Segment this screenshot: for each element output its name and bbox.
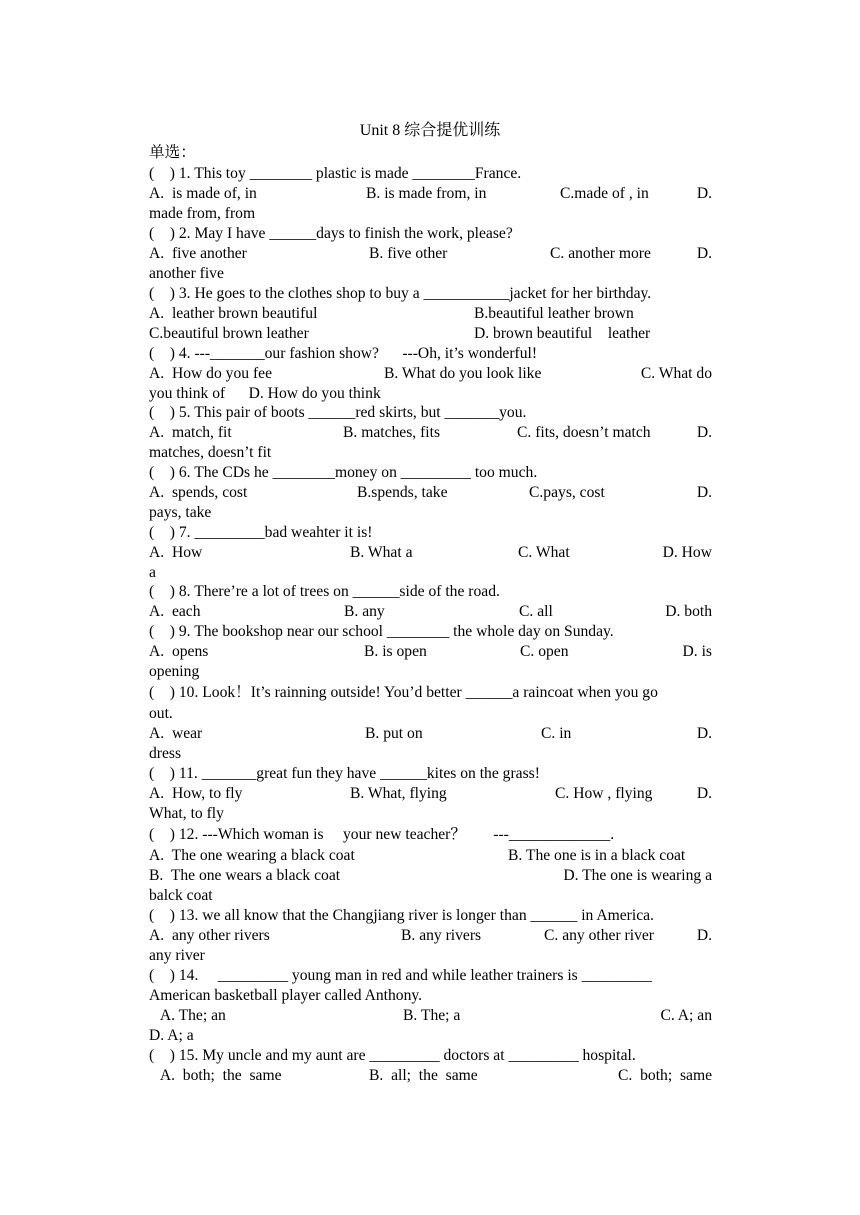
section-label: 单选： xyxy=(149,144,196,161)
option: B. What do you look like xyxy=(384,365,542,382)
option: C. A; an xyxy=(660,1007,712,1024)
option: B. matches, fits xyxy=(343,424,441,441)
option-wrap: D. A; a xyxy=(149,1027,194,1044)
option: A. each xyxy=(149,603,201,620)
option: D. xyxy=(696,785,712,802)
option: B. is open xyxy=(364,643,427,660)
question-stem-cont: American basketball player called Anthony. xyxy=(149,987,423,1004)
question-stem: ( ) 11. _______great fun they have ______kites on the grass! xyxy=(149,765,540,782)
question-stem: ( ) 10. Look！It’s rainning outside! You’d better ______a raincoat when you go xyxy=(149,684,658,701)
option: A. wear xyxy=(149,725,203,742)
option-wrap: balck coat xyxy=(149,887,213,904)
option: B. any rivers xyxy=(401,927,482,944)
option-wrap: dress xyxy=(149,745,182,762)
option-wrap: What, to fly xyxy=(149,805,224,822)
option: B. The one wears a black coat xyxy=(149,867,341,884)
option: C. another more xyxy=(550,245,651,262)
option: D. xyxy=(696,185,712,202)
option-wrap: pays, take xyxy=(149,504,212,521)
question-stem: ( ) 1. This toy ________ plastic is made ________France. xyxy=(149,165,522,182)
option: A. How do you fee xyxy=(149,365,272,382)
option: B. any xyxy=(344,603,385,620)
question-stem: ( ) 12. ---Which woman is your new teacher？ ---_____________. xyxy=(149,826,615,843)
option: D. both xyxy=(665,603,712,620)
question-stem: ( ) 4. ---_______our fashion show? ---Oh, it’s wonderful! xyxy=(149,345,538,362)
option: A. spends, cost xyxy=(149,484,248,501)
option: B. What a xyxy=(350,544,413,561)
question-stem: ( ) 6. The CDs he ________money on _________ too much. xyxy=(149,464,538,481)
option: A. is made of, in xyxy=(149,185,257,202)
option: C. in xyxy=(541,725,572,742)
option: C.pays, cost xyxy=(529,484,605,501)
option: C. both; same xyxy=(618,1067,712,1084)
option: B. put on xyxy=(365,725,423,742)
option: D. xyxy=(696,484,712,501)
option: A. The; an xyxy=(149,1007,226,1024)
option: C.beautiful brown leather xyxy=(149,325,309,342)
option: B. The; a xyxy=(403,1007,461,1024)
option: C. all xyxy=(519,603,553,620)
option: D. xyxy=(696,245,712,262)
question-stem: ( ) 15. My uncle and my aunt are _________ doctors at _________ hospital. xyxy=(149,1047,636,1064)
option: C.made of , in xyxy=(560,185,649,202)
option-wrap: a xyxy=(149,564,156,581)
option: B. What, flying xyxy=(350,785,447,802)
option-wrap: made from, from xyxy=(149,205,256,222)
question-stem: ( ) 7. _________bad weahter it is! xyxy=(149,524,373,541)
option: A. any other rivers xyxy=(149,927,270,944)
option: C. What xyxy=(518,544,570,561)
option: B.beautiful leather brown xyxy=(474,305,634,322)
option: C. How , flying xyxy=(555,785,653,802)
option: A. How, to fly xyxy=(149,785,243,802)
option-wrap: you think of D. How do you think xyxy=(149,385,381,402)
option: B. five other xyxy=(369,245,448,262)
option: D. brown beautiful leather xyxy=(474,325,651,342)
option: D. xyxy=(696,725,712,742)
option: A. opens xyxy=(149,643,209,660)
option: A. The one wearing a black coat xyxy=(149,847,355,864)
option: D. xyxy=(696,927,712,944)
option: D. is xyxy=(682,643,712,660)
option: B.spends, take xyxy=(357,484,448,501)
option: D. xyxy=(696,424,712,441)
option: C. fits, doesn’t match xyxy=(517,424,651,441)
question-stem: ( ) 3. He goes to the clothes shop to buy a ___________jacket for her birthday. xyxy=(149,285,652,302)
option-wrap: another five xyxy=(149,265,224,282)
option: C. open xyxy=(520,643,569,660)
option: C. What do xyxy=(640,365,712,382)
question-stem: ( ) 8. There’re a lot of trees on ______side of the road. xyxy=(149,583,500,600)
option: C. any other river xyxy=(544,927,654,944)
option: A. match, fit xyxy=(149,424,232,441)
question-stem: ( ) 5. This pair of boots ______red skirts, but _______you. xyxy=(149,404,527,421)
option-wrap: matches, doesn’t fit xyxy=(149,444,272,461)
option-wrap: opening xyxy=(149,663,200,680)
option: A. How xyxy=(149,544,203,561)
question-stem: ( ) 14. _________ young man in red and while leather trainers is _________ xyxy=(149,967,652,984)
page-title: Unit 8 综合提优训练 xyxy=(359,122,501,139)
option: B. The one is in a black coat xyxy=(508,847,686,864)
option-wrap: any river xyxy=(149,947,205,964)
question-stem: ( ) 2. May I have ______days to finish the work, please? xyxy=(149,225,513,242)
option: A. both; the same xyxy=(149,1067,282,1084)
option: B. is made from, in xyxy=(366,185,487,202)
option: A. leather brown beautiful xyxy=(149,305,318,322)
option: A. five another xyxy=(149,245,247,262)
option: B. all; the same xyxy=(369,1067,478,1084)
option: D. How xyxy=(662,544,712,561)
option: D. The one is wearing a xyxy=(563,867,712,884)
question-stem: ( ) 13. we all know that the Changjiang river is longer than ______ in America. xyxy=(149,907,654,924)
question-stem-cont: out. xyxy=(149,705,173,722)
question-stem: ( ) 9. The bookshop near our school ________ the whole day on Sunday. xyxy=(149,623,614,640)
